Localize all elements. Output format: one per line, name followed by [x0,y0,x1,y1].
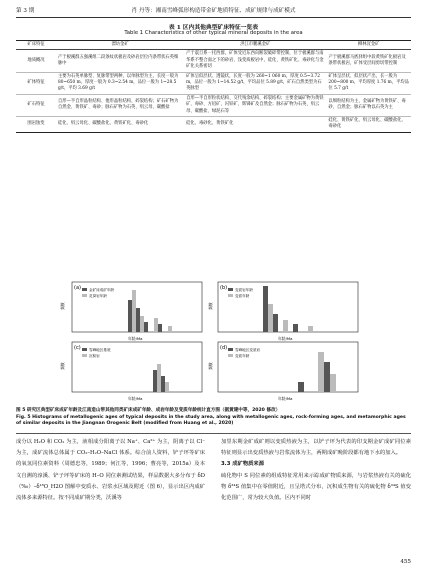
histogram-bar [168,326,172,332]
figure-caption-cn: 图 5 研究区典型矿床成矿年龄及江南造山带其他同类矿床成矿年龄、成岩年龄及变质年龄统计直方图（据黄建中等，2020 修改） [16,408,281,413]
legend-label: 雪峰地区基底 [89,348,111,352]
table-header-cell: 漂坊金矿 [56,41,184,50]
table-cell: 自形—半自形粒状结构、交代残余结构、碎裂结构；主要金属矿物为黄铁矿、毒砂、方铅矿、闪锌矿、辉锑矿及自然金；脉石矿物为石英、绢云母、碳酸盐、绿泥石等 [184,94,326,116]
legend-swatch [82,354,87,357]
table-row [16,94,411,116]
table-row [16,50,411,72]
x-axis-title: 年龄/Ma [278,396,293,401]
running-title: 肖 丹等：湘南雪峰弧形构造带金矿地质特征、成矿规律与成矿模式 [131,8,296,14]
running-header [16,6,411,16]
legend-swatch [228,294,233,297]
panel-b [218,282,358,332]
x-axis-title: 年龄/Ma [128,336,143,341]
legend-label: 变质年龄 [235,354,250,358]
table-cell: 硅化、毒砂化、黄铁矿化 [184,117,326,133]
legend-swatch [82,288,87,291]
page-number: 455 [400,559,411,565]
body-text-right [221,437,411,504]
legend-swatch [228,348,233,351]
table-cell: 主要为石英单脉型、复脉带型两种，以单脉型为主，长度一般为 80~650 m，厚度一般为 0.3~2.54 m，品位一般为 1~28.5 g/t，平均 3.69 g/t [56,72,184,94]
histogram-bar [330,374,336,392]
legend-label: 变质年龄 [235,294,250,298]
histogram-bar [308,326,313,332]
section-heading: 3.3 成矿物质来源 [221,461,265,468]
y-axis-title: 频数 [60,302,65,310]
histogram-bar [136,308,140,332]
histogram-bar [298,382,304,392]
table-cell: 硅化、黄铁矿化、绢云母化、碳酸盐化、毒砂化 [326,117,411,133]
histogram-bar [132,290,136,332]
legend-label: 金矿床成矿年龄 [89,288,115,292]
histogram-bar [153,370,157,392]
table-caption-en: Table 1 Characteristics of other typical mineral deposits in the area [124,30,303,36]
panel-label: (d) [220,345,228,351]
panel-label: (c) [74,345,81,351]
legend-label: 变质岩年龄 [235,288,253,292]
panel-c [72,342,202,392]
histogram-bar [273,314,278,332]
table-cell: 以细粒结构为主，金属矿物为黄铁矿、毒砂、自然金；脉石矿物以石英为主 [326,94,411,116]
x-axis-title: 年龄/Ma [128,396,143,401]
y-axis-title: 频数 [208,362,213,370]
panel-a [72,282,202,332]
table-cell: 矿石特征 [16,94,56,116]
table-caption-cn: 表 1 区内其他典型矿床特征一览表 [168,25,259,31]
table-cell: 地质概况 [16,50,56,72]
table-cell: 矿体特征 [16,72,56,94]
table-cell: 围岩蚀变 [16,117,56,133]
table-row [16,117,411,133]
issue-number: 第 3 期 [16,8,35,14]
histogram-bar [154,318,158,332]
histogram-bar [318,352,324,392]
panel-d [218,342,358,392]
histogram-bar [283,320,288,332]
table-cell: 产于板溪群五强溪组二段条纹状板岩及砂岩层位内条带状石英细脉中 [56,50,184,72]
legend-swatch [228,288,233,291]
table-header-cell: 矿床特征 [16,41,56,50]
legend-swatch [228,354,233,357]
figure-5 [58,278,369,405]
histogram-figure [58,278,369,405]
legend-label: 雪峰地区变质岩 [235,348,261,352]
histogram-bar [140,316,144,332]
legend-swatch [82,294,87,297]
x-axis-title: 年龄/Ma [278,336,293,341]
histogram-bar [263,286,268,332]
legend-label: 花岗岩年龄 [89,294,107,298]
histogram-bar [161,376,165,392]
legend-swatch [82,348,87,351]
y-axis-title: 频数 [208,302,213,310]
table-header-row [16,41,411,50]
table-row [16,72,411,94]
panel-label: (a) [74,285,81,291]
histogram-bar [268,304,273,332]
histogram-bar [165,382,169,392]
table-header-cell: 洪江市鹏溪金矿 [184,41,326,50]
figure-caption [16,408,411,428]
figure-caption-en: Fig. 5 Histograms of metallogenic ages of typical deposits in the study area, along with metallogenic ages, rock-forming ages, and metamorphic ages of similar deposits in the Jiangnan Orogenic Belt (modified from Huang et al., 2020) [16,414,406,427]
panel-label: (b) [220,285,228,291]
table-cell: 矿体呈似层状、透镜状，长度一般为 260~1 060 m，厚度 0.5~3.72 m，品位一般为 1~14.52 g/t，平均品位 5.89 g/t，矿石自然类型为石英脉型 [184,72,326,94]
table-cell: 硅化、绢云母化、碳酸盐化、黄铁矿化、毒砂化 [56,117,184,133]
histogram-bar [158,324,162,332]
body-text-left: 成分以 H₂O 和 CO₂ 为主，液相成分阳离子以 Na⁺、Ca²⁺ 为主，阴离子以 Cl⁻ 为主，成矿流体总体属于 CO₂–H₂O–NaCl 体系。综合前人资料，铲子坪等矿床的氧氢同位素资料（周德忠等，1989；何江等，1996；曹亮等，2015a）及本文自测的淳溪、铲子坪等矿床的 H–O 同位素测试结果，样品数据大多分布于 δD（‰）–δ¹⁸O_H2O 图解中变质水、岩浆水区域及附近（图 6），显示出区内成矿流体多来源特征。按不同成矿期分类，沃溪等 [16,439,205,502]
histogram-bar [293,324,298,332]
header-rule [16,17,411,18]
histogram-bar [144,322,148,332]
table-cell: 矿体呈层状、似层状产出，长一般为 200~800 m，平均厚度 1.76 m，平均品位 5.7 g/t [326,72,411,94]
histogram-bar [324,362,330,392]
table-cell: 自形—半自形晶粒结构、他形晶粒结构、碎裂结构；矿石矿物为自然金、黄铁矿、毒砂；脉石矿物为石英、绢云母、碳酸盐 [56,94,184,116]
paragraph: 硫化物中 S 同位素的组成特征常用来示踪成矿物质来源，与岩浆热液有关的硫化物 δ³⁴S 值集中在零值附近，且呈塔式分布，沉积成生物有关的硫化物 δ³⁴S 值变化范围广，常为较大负值。区内不同时 [221,472,411,502]
paragraph: 加里东期金矿成矿则以变质热液为主，以铲子坪为代表的印支期金矿成矿同位素特征则显示出变质热液与岩浆流体为主，两期成矿晚阶段都有地下水的加入。 [221,439,411,457]
legend-label: 沉积岩 [89,354,100,358]
deposit-table [16,40,411,133]
table-cell: 产于震旦系一托西群，矿体受近东西向断裂破碎带控制，位于板溪群与南华系不整合面之下的砂岩、浅变质板岩中，硅化、黄铁矿化、毒砂化与金矿化关系密切 [184,50,326,72]
table-header-cell: 柳林汊金矿 [326,41,411,50]
y-axis-title: 频数 [60,362,65,370]
table-cell: 产于板溪群马底驿组中段黄铁矿化板岩及条带状板岩，矿体受层间剪切带控制 [326,50,411,72]
histogram-bar [128,300,132,332]
caption-rule [16,433,411,434]
histogram-bar [157,364,161,392]
